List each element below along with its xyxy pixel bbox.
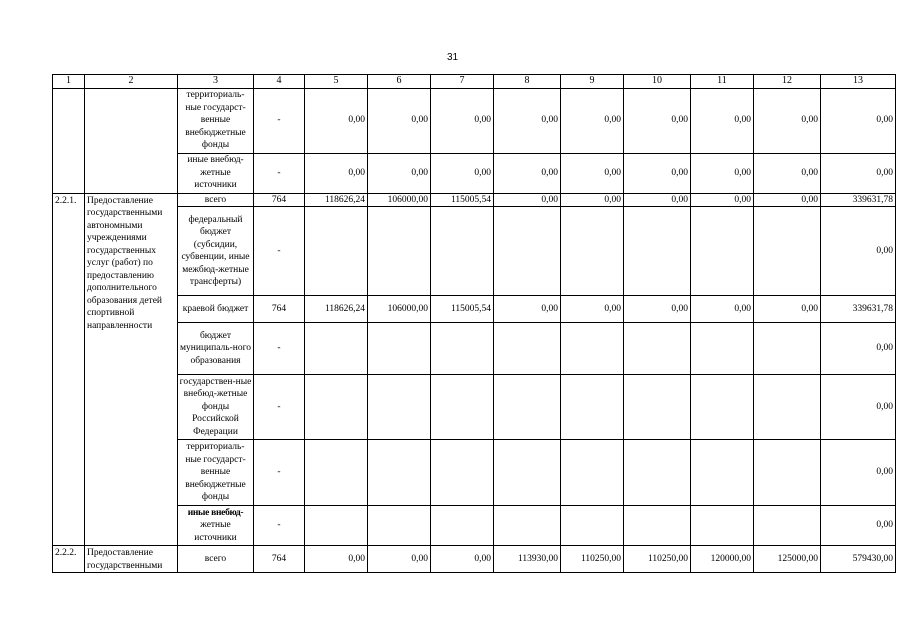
value-cell: 0,00 bbox=[368, 88, 431, 153]
value-cell bbox=[431, 506, 494, 546]
item-name: Предоставление государственными автономными учреждениями государственных услуг (работ) по предоставлению дополнительного образования детей спортивной направленности bbox=[85, 193, 178, 546]
value-cell: 115005,54 bbox=[431, 193, 494, 207]
value-cell: 0,00 bbox=[691, 193, 754, 207]
funding-source-rest: жетные источники bbox=[194, 520, 237, 543]
value-cell bbox=[494, 323, 561, 375]
funding-source: всего bbox=[178, 193, 254, 207]
value-cell: 0,00 bbox=[821, 153, 896, 193]
value-cell bbox=[494, 506, 561, 546]
value-cell: 339631,78 bbox=[821, 193, 896, 207]
value-cell: 0,00 bbox=[754, 153, 821, 193]
table-row bbox=[53, 375, 896, 440]
value-cell: 0,00 bbox=[691, 153, 754, 193]
table-row bbox=[53, 506, 896, 546]
value-cell bbox=[368, 506, 431, 546]
table-row bbox=[53, 546, 896, 573]
value-cell: 0,00 bbox=[624, 153, 691, 193]
funding-source: федеральный бюджет (субсидии, субвенции, иные межбюд-жетные трансферты) bbox=[178, 207, 254, 296]
value-cell: 106000,00 bbox=[368, 296, 431, 323]
value-cell: 0,00 bbox=[561, 296, 624, 323]
value-cell bbox=[368, 440, 431, 506]
col-header: 11 bbox=[691, 75, 754, 89]
page-number: 31 bbox=[446, 52, 459, 63]
value-cell: 0,00 bbox=[561, 153, 624, 193]
value-cell: 0,00 bbox=[821, 440, 896, 506]
value-cell bbox=[305, 440, 368, 506]
value-cell: 0,00 bbox=[624, 88, 691, 153]
value-cell: 118626,24 bbox=[305, 193, 368, 207]
value-cell: 0,00 bbox=[305, 546, 368, 573]
code-cell: - bbox=[254, 440, 305, 506]
table-row bbox=[53, 88, 896, 153]
table-row bbox=[53, 323, 896, 375]
value-cell: 0,00 bbox=[754, 88, 821, 153]
code-cell: - bbox=[254, 153, 305, 193]
value-cell bbox=[624, 506, 691, 546]
value-cell: 118626,24 bbox=[305, 296, 368, 323]
value-cell: 110250,00 bbox=[561, 546, 624, 573]
funding-source: бюджет муниципаль-ного образования bbox=[178, 323, 254, 375]
value-cell: 0,00 bbox=[305, 88, 368, 153]
value-cell: 0,00 bbox=[561, 193, 624, 207]
value-cell bbox=[368, 323, 431, 375]
code-cell: - bbox=[254, 375, 305, 440]
value-cell bbox=[624, 440, 691, 506]
value-cell bbox=[305, 323, 368, 375]
value-cell: 0,00 bbox=[821, 88, 896, 153]
item-number: 2.2.2. bbox=[53, 546, 85, 573]
value-cell: 115005,54 bbox=[431, 296, 494, 323]
code-cell: - bbox=[254, 506, 305, 546]
table-row bbox=[53, 296, 896, 323]
item-number-cell bbox=[53, 88, 85, 193]
col-header: 6 bbox=[368, 75, 431, 89]
value-cell bbox=[561, 440, 624, 506]
table-row bbox=[53, 207, 896, 296]
col-header: 3 bbox=[178, 75, 254, 89]
value-cell: 0,00 bbox=[821, 375, 896, 440]
col-header: 2 bbox=[85, 75, 178, 89]
value-cell bbox=[754, 506, 821, 546]
value-cell: 0,00 bbox=[624, 296, 691, 323]
value-cell: 0,00 bbox=[368, 153, 431, 193]
item-name-cell bbox=[85, 88, 178, 193]
code-cell: 764 bbox=[254, 296, 305, 323]
value-cell: 0,00 bbox=[561, 88, 624, 153]
value-cell bbox=[431, 323, 494, 375]
value-cell bbox=[494, 207, 561, 296]
value-cell: 0,00 bbox=[431, 546, 494, 573]
table-row bbox=[53, 440, 896, 506]
value-cell bbox=[368, 375, 431, 440]
value-cell: 0,00 bbox=[624, 193, 691, 207]
value-cell: 579430,00 bbox=[821, 546, 896, 573]
col-header: 12 bbox=[754, 75, 821, 89]
value-cell: 0,00 bbox=[821, 323, 896, 375]
value-cell: 0,00 bbox=[494, 88, 561, 153]
value-cell bbox=[305, 207, 368, 296]
item-number: 2.2.1. bbox=[53, 193, 85, 546]
code-cell: - bbox=[254, 88, 305, 153]
value-cell bbox=[754, 440, 821, 506]
value-cell bbox=[561, 207, 624, 296]
value-cell bbox=[431, 375, 494, 440]
value-cell: 120000,00 bbox=[691, 546, 754, 573]
col-header: 10 bbox=[624, 75, 691, 89]
value-cell: 0,00 bbox=[305, 153, 368, 193]
value-cell bbox=[624, 207, 691, 296]
value-cell: 0,00 bbox=[494, 296, 561, 323]
col-header: 9 bbox=[561, 75, 624, 89]
value-cell bbox=[431, 440, 494, 506]
funding-source: государствен-ные внебюд-жетные фонды Российской Федерации bbox=[178, 375, 254, 440]
value-cell: 0,00 bbox=[754, 296, 821, 323]
value-cell bbox=[494, 440, 561, 506]
col-header: 13 bbox=[821, 75, 896, 89]
table-row bbox=[53, 153, 896, 193]
value-cell bbox=[754, 323, 821, 375]
table-row bbox=[53, 193, 896, 207]
funding-source: территориаль-ные государст-венные внебюджетные фонды bbox=[178, 440, 254, 506]
funding-source: всего bbox=[178, 546, 254, 573]
value-cell: 0,00 bbox=[494, 193, 561, 207]
col-header: 8 bbox=[494, 75, 561, 89]
code-cell: - bbox=[254, 207, 305, 296]
value-cell bbox=[754, 207, 821, 296]
col-header: 7 bbox=[431, 75, 494, 89]
col-header: 5 bbox=[305, 75, 368, 89]
value-cell: 0,00 bbox=[431, 88, 494, 153]
value-cell bbox=[561, 375, 624, 440]
budget-table bbox=[52, 74, 896, 573]
code-cell: - bbox=[254, 323, 305, 375]
value-cell bbox=[561, 506, 624, 546]
value-cell: 0,00 bbox=[691, 88, 754, 153]
value-cell: 0,00 bbox=[494, 153, 561, 193]
value-cell bbox=[305, 375, 368, 440]
value-cell bbox=[691, 440, 754, 506]
code-cell: 764 bbox=[254, 193, 305, 207]
item-name: Предоставление государственными bbox=[85, 546, 178, 573]
value-cell bbox=[691, 207, 754, 296]
value-cell: 0,00 bbox=[821, 207, 896, 296]
value-cell: 106000,00 bbox=[368, 193, 431, 207]
col-header: 4 bbox=[254, 75, 305, 89]
value-cell: 0,00 bbox=[431, 153, 494, 193]
value-cell: 0,00 bbox=[754, 193, 821, 207]
value-cell: 339631,78 bbox=[821, 296, 896, 323]
value-cell bbox=[754, 375, 821, 440]
value-cell bbox=[561, 323, 624, 375]
code-cell: 764 bbox=[254, 546, 305, 573]
value-cell bbox=[368, 207, 431, 296]
value-cell bbox=[691, 323, 754, 375]
funding-source: иные внебюд-жетные источники bbox=[178, 153, 254, 193]
value-cell bbox=[691, 375, 754, 440]
value-cell: 113930,00 bbox=[494, 546, 561, 573]
value-cell bbox=[624, 375, 691, 440]
value-cell: 0,00 bbox=[368, 546, 431, 573]
value-cell bbox=[305, 506, 368, 546]
value-cell bbox=[494, 375, 561, 440]
funding-source-blurred: иные внебюд- bbox=[187, 507, 244, 518]
funding-source: территориаль-ные государст-венные внебюджетные фонды bbox=[178, 88, 254, 153]
value-cell: 0,00 bbox=[821, 506, 896, 546]
value-cell: 125000,00 bbox=[754, 546, 821, 573]
value-cell: 0,00 bbox=[691, 296, 754, 323]
value-cell bbox=[624, 323, 691, 375]
col-header: 1 bbox=[53, 75, 85, 89]
value-cell: 110250,00 bbox=[624, 546, 691, 573]
value-cell bbox=[431, 207, 494, 296]
funding-source bbox=[178, 506, 254, 546]
header-row bbox=[53, 75, 896, 89]
funding-source: краевой бюджет bbox=[178, 296, 254, 323]
value-cell bbox=[691, 506, 754, 546]
